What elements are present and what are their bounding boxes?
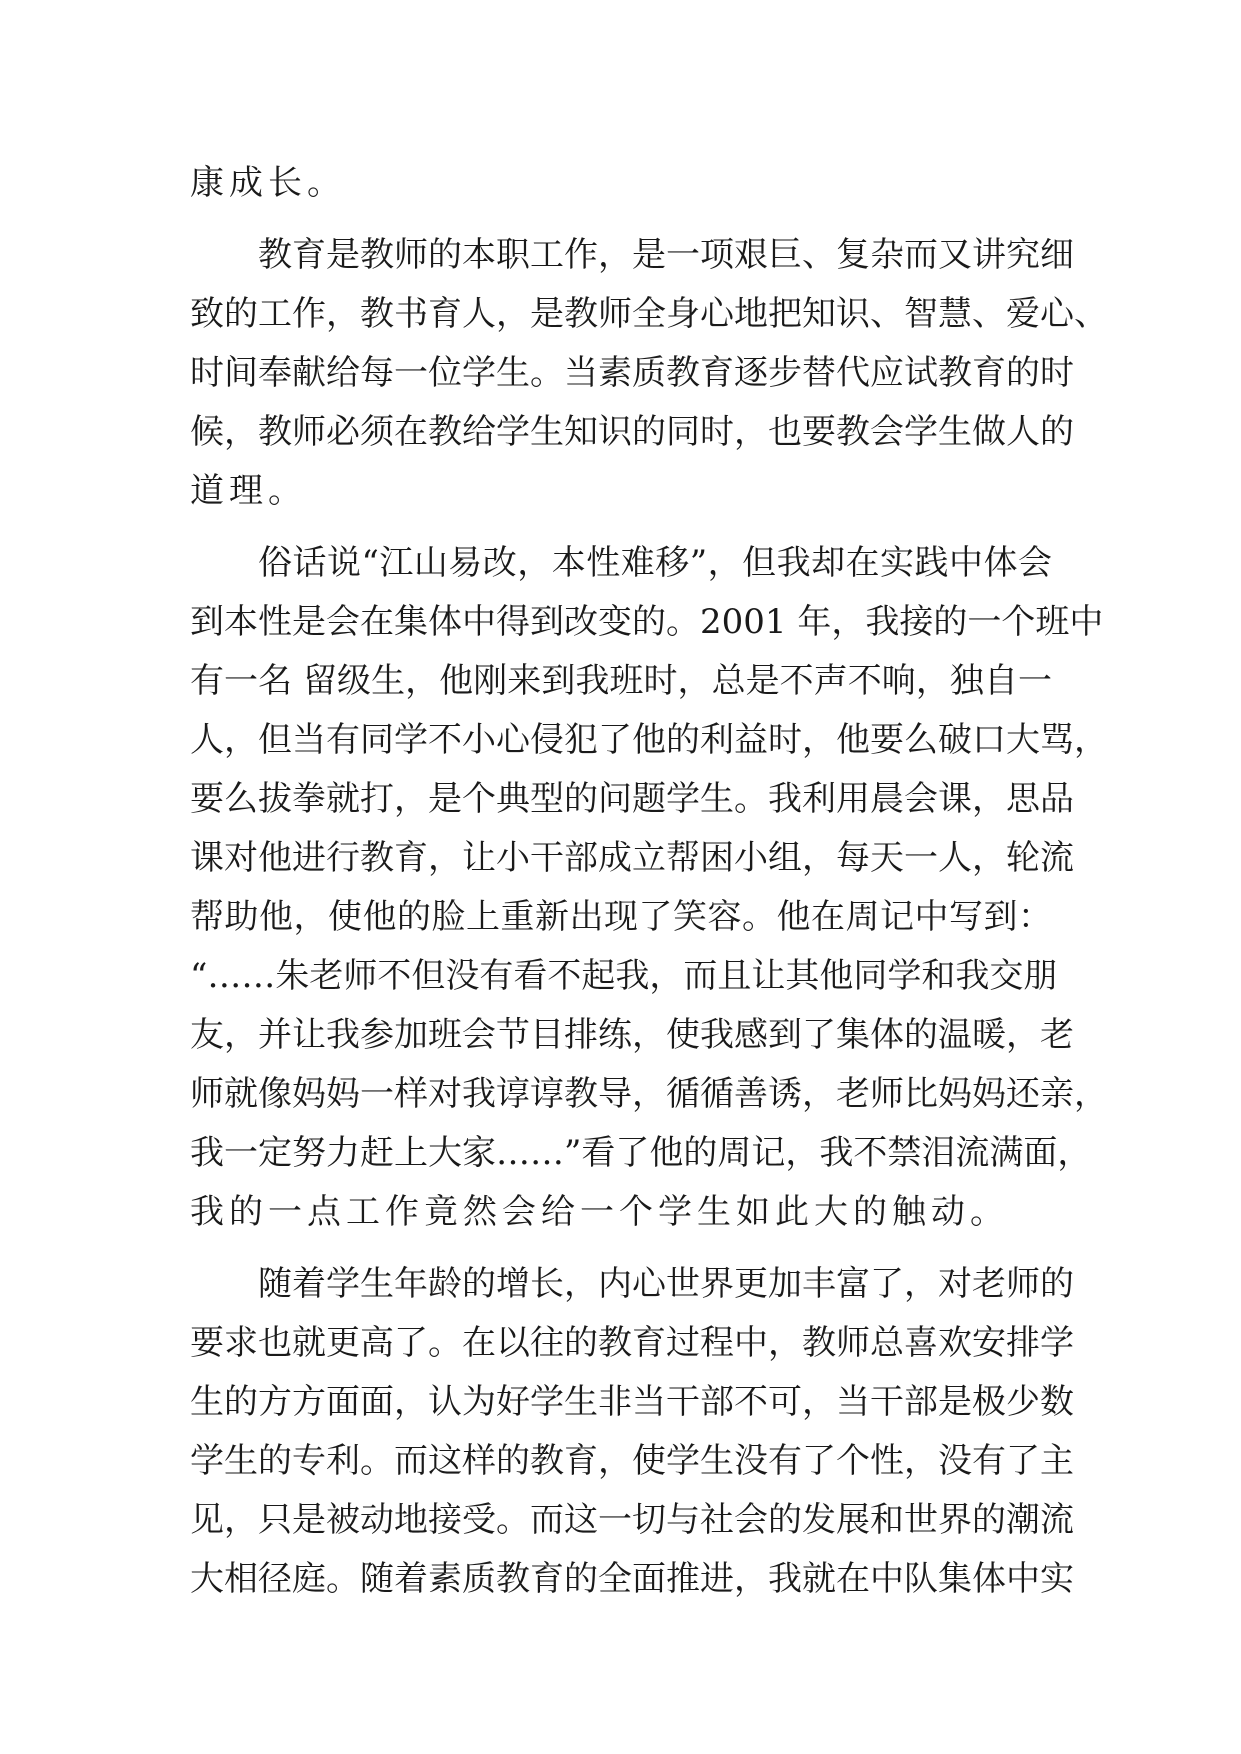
text-line: 帮助他，使他的脸上重新出现了笑容。他在周记中写到：: [190, 897, 1052, 937]
paragraph: [190, 226, 1108, 521]
text-line: 大相径庭。随着素质教育的全面推进，我就在中队集体中实: [190, 1559, 1074, 1599]
text-line: 要求也就更高了。在以往的教育过程中，教师总喜欢安排学: [190, 1323, 1074, 1363]
paragraph-gap: [190, 521, 1052, 534]
text-line: 我的一点工作竟然会给一个学生如此大的触动。: [190, 1192, 1009, 1232]
text-line: 课对他进行教育，让小干部成立帮困小组，每天一人，轮流: [190, 838, 1074, 878]
paragraph: [190, 1255, 1074, 1609]
paragraph: [190, 534, 1108, 1242]
text-line: 候，教师必须在教给学生知识的同时，也要教会学生做人的: [190, 412, 1074, 452]
paragraph: [190, 154, 1052, 213]
text-line: 友，并让我参加班会节目排练，使我感到了集体的温暖，老: [190, 1015, 1074, 1055]
text-line: 生的方方面面，认为好学生非当干部不可，当干部是极少数: [190, 1382, 1074, 1422]
text-line: 学生的专利。而这样的教育，使学生没有了个性，没有了主: [190, 1441, 1074, 1481]
text-line: 我一定努力赶上大家……”看了他的周记，我不禁泪流满面，: [190, 1133, 1092, 1173]
text-line: 康成长。: [190, 163, 346, 203]
text-line: 师就像妈妈一样对我谆谆教导，循循善诱，老师比妈妈还亲，: [190, 1074, 1108, 1114]
text-line: 致的工作，教书育人，是教师全身心地把知识、智慧、爱心、: [190, 294, 1108, 334]
text-line: 有一名 留级生，他刚来到我班时，总是不声不响，独自一: [190, 661, 1052, 701]
text-line: 道理。: [190, 471, 307, 511]
text-line: “……朱老师不但没有看不起我，而且让其他同学和我交朋: [190, 956, 1058, 996]
text-line: 俗话说“江山易改，本性难移”，但我却在实践中体会: [258, 543, 1052, 583]
text-line: 人，但当有同学不小心侵犯了他的利益时，他要么破口大骂，: [190, 720, 1108, 760]
text-line: 到本性是会在集体中得到改变的。2001 年，我接的一个班中: [190, 602, 1104, 642]
paragraph-gap: [190, 213, 1052, 226]
text-line: 要么拔拳就打，是个典型的问题学生。我利用晨会课，思品: [190, 779, 1074, 819]
text-line: 时间奉献给每一位学生。当素质教育逐步替代应试教育的时: [190, 353, 1074, 393]
text-line: 随着学生年龄的增长，内心世界更加丰富了，对老师的: [258, 1264, 1074, 1304]
body-text: [190, 154, 1108, 1609]
text-line: 教育是教师的本职工作，是一项艰巨、复杂而又讲究细: [258, 235, 1074, 275]
text-line: 见，只是被动地接受。而这一切与社会的发展和世界的潮流: [190, 1500, 1074, 1540]
paragraph-gap: [190, 1242, 1052, 1255]
